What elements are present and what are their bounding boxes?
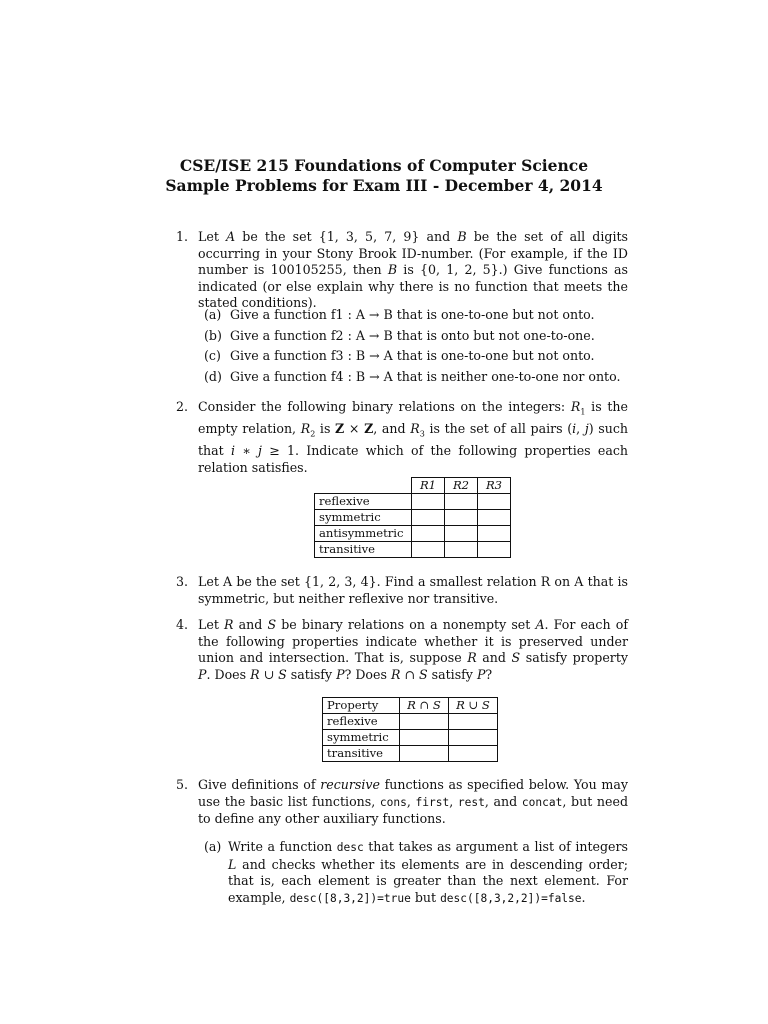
problem-5a-text: Write a function desc that takes as argument a list of integers L and checks whether its elements are in descending order; that is, each element is greater than the next element. For example, desc([8,3,2])=true but desc([8,3,2,2])=false. xyxy=(228,839,628,905)
problem-4-text: Let R and S be binary relations on a nonempty set A. For each of the following properties indicate whether it is preserved under union and intersection. That is, suppose R and S satisfy property P. Does R ∪ S satisfy P? Does R ∩ S satisfy P? xyxy=(198,617,628,682)
problem-number: 2. xyxy=(176,399,189,414)
table-row: symmetric xyxy=(315,510,511,526)
column-header-union: R ∪ S xyxy=(449,698,498,714)
problem-2-text: Consider the following binary relations on the integers: $R_1$ is the empty relation, $R_2$ is Z × Z, and $R_3$ is the set of all pairs (i, j) such that i ∗ j ≥ 1. Indicate which of the following properties each relation satisfies. xyxy=(198,399,629,475)
problem-1 xyxy=(176,229,628,312)
closure-properties-table xyxy=(322,697,498,762)
problem-4 xyxy=(176,617,628,683)
problem-number: 4. xyxy=(176,617,189,632)
problem-2 xyxy=(176,399,628,476)
problem-number: 5. xyxy=(176,777,189,792)
problem-3-text: Let A be the set {1, 2, 3, 4}. Find a smallest relation R on A that is symmetric, but neither reflexive nor transitive. xyxy=(198,574,628,606)
table-row: reflexive xyxy=(315,494,511,510)
document-subtitle: Sample Problems for Exam III - December 4, 2014 xyxy=(165,176,603,195)
problem-3 xyxy=(176,574,628,607)
problem-number: 1. xyxy=(176,229,189,244)
column-header-r1: R1 xyxy=(412,478,445,494)
problem-1c: (c) Give a function f3 : B → A that is one-to-one but not onto. xyxy=(204,348,595,363)
problem-number: 3. xyxy=(176,574,189,589)
problem-1-text: Let A be the set {1, 3, 5, 7, 9} and B be the set of all digits occurring in your Stony Brook ID-number. (For example, if the ID number is 100105255, then B is {0, 1, 2, 5}.) Give functions as indicated (or else explain why there is no function that meets the stated conditions). xyxy=(198,229,628,310)
problem-1a: (a) Give a function f1 : A → B that is one-to-one but not onto. xyxy=(204,307,595,322)
column-header-r2: R2 xyxy=(445,478,478,494)
problem-5-text: Give definitions of recursive functions as specified below. You may use the basic list functions, cons, first, rest, and concat, but need to define any other auxiliary functions. xyxy=(198,777,629,826)
problem-1d: (d) Give a function f4 : B → A that is neither one-to-one nor onto. xyxy=(204,369,621,384)
relation-properties-table xyxy=(314,477,511,558)
table-row: transitive xyxy=(315,542,511,558)
problem-1b: (b) Give a function f2 : A → B that is onto but not one-to-one. xyxy=(204,328,595,343)
table-row: transitive xyxy=(323,746,498,762)
table-row: reflexive xyxy=(323,714,498,730)
document-title: CSE/ISE 215 Foundations of Computer Science xyxy=(179,156,589,175)
problem-5a: (a) Write a function desc that takes as argument a list of integers L and checks whether its elements are in descending order; that is, each element is greater than the next element. For example, desc([8,3,2])=true but desc([8,3,2,2])=false. xyxy=(204,839,628,907)
column-header-r3: R3 xyxy=(478,478,511,494)
column-header-property: Property xyxy=(323,698,400,714)
column-header-intersection: R ∩ S xyxy=(400,698,449,714)
table-row: antisymmetric xyxy=(315,526,511,542)
problem-5 xyxy=(176,777,628,828)
table-row: symmetric xyxy=(323,730,498,746)
